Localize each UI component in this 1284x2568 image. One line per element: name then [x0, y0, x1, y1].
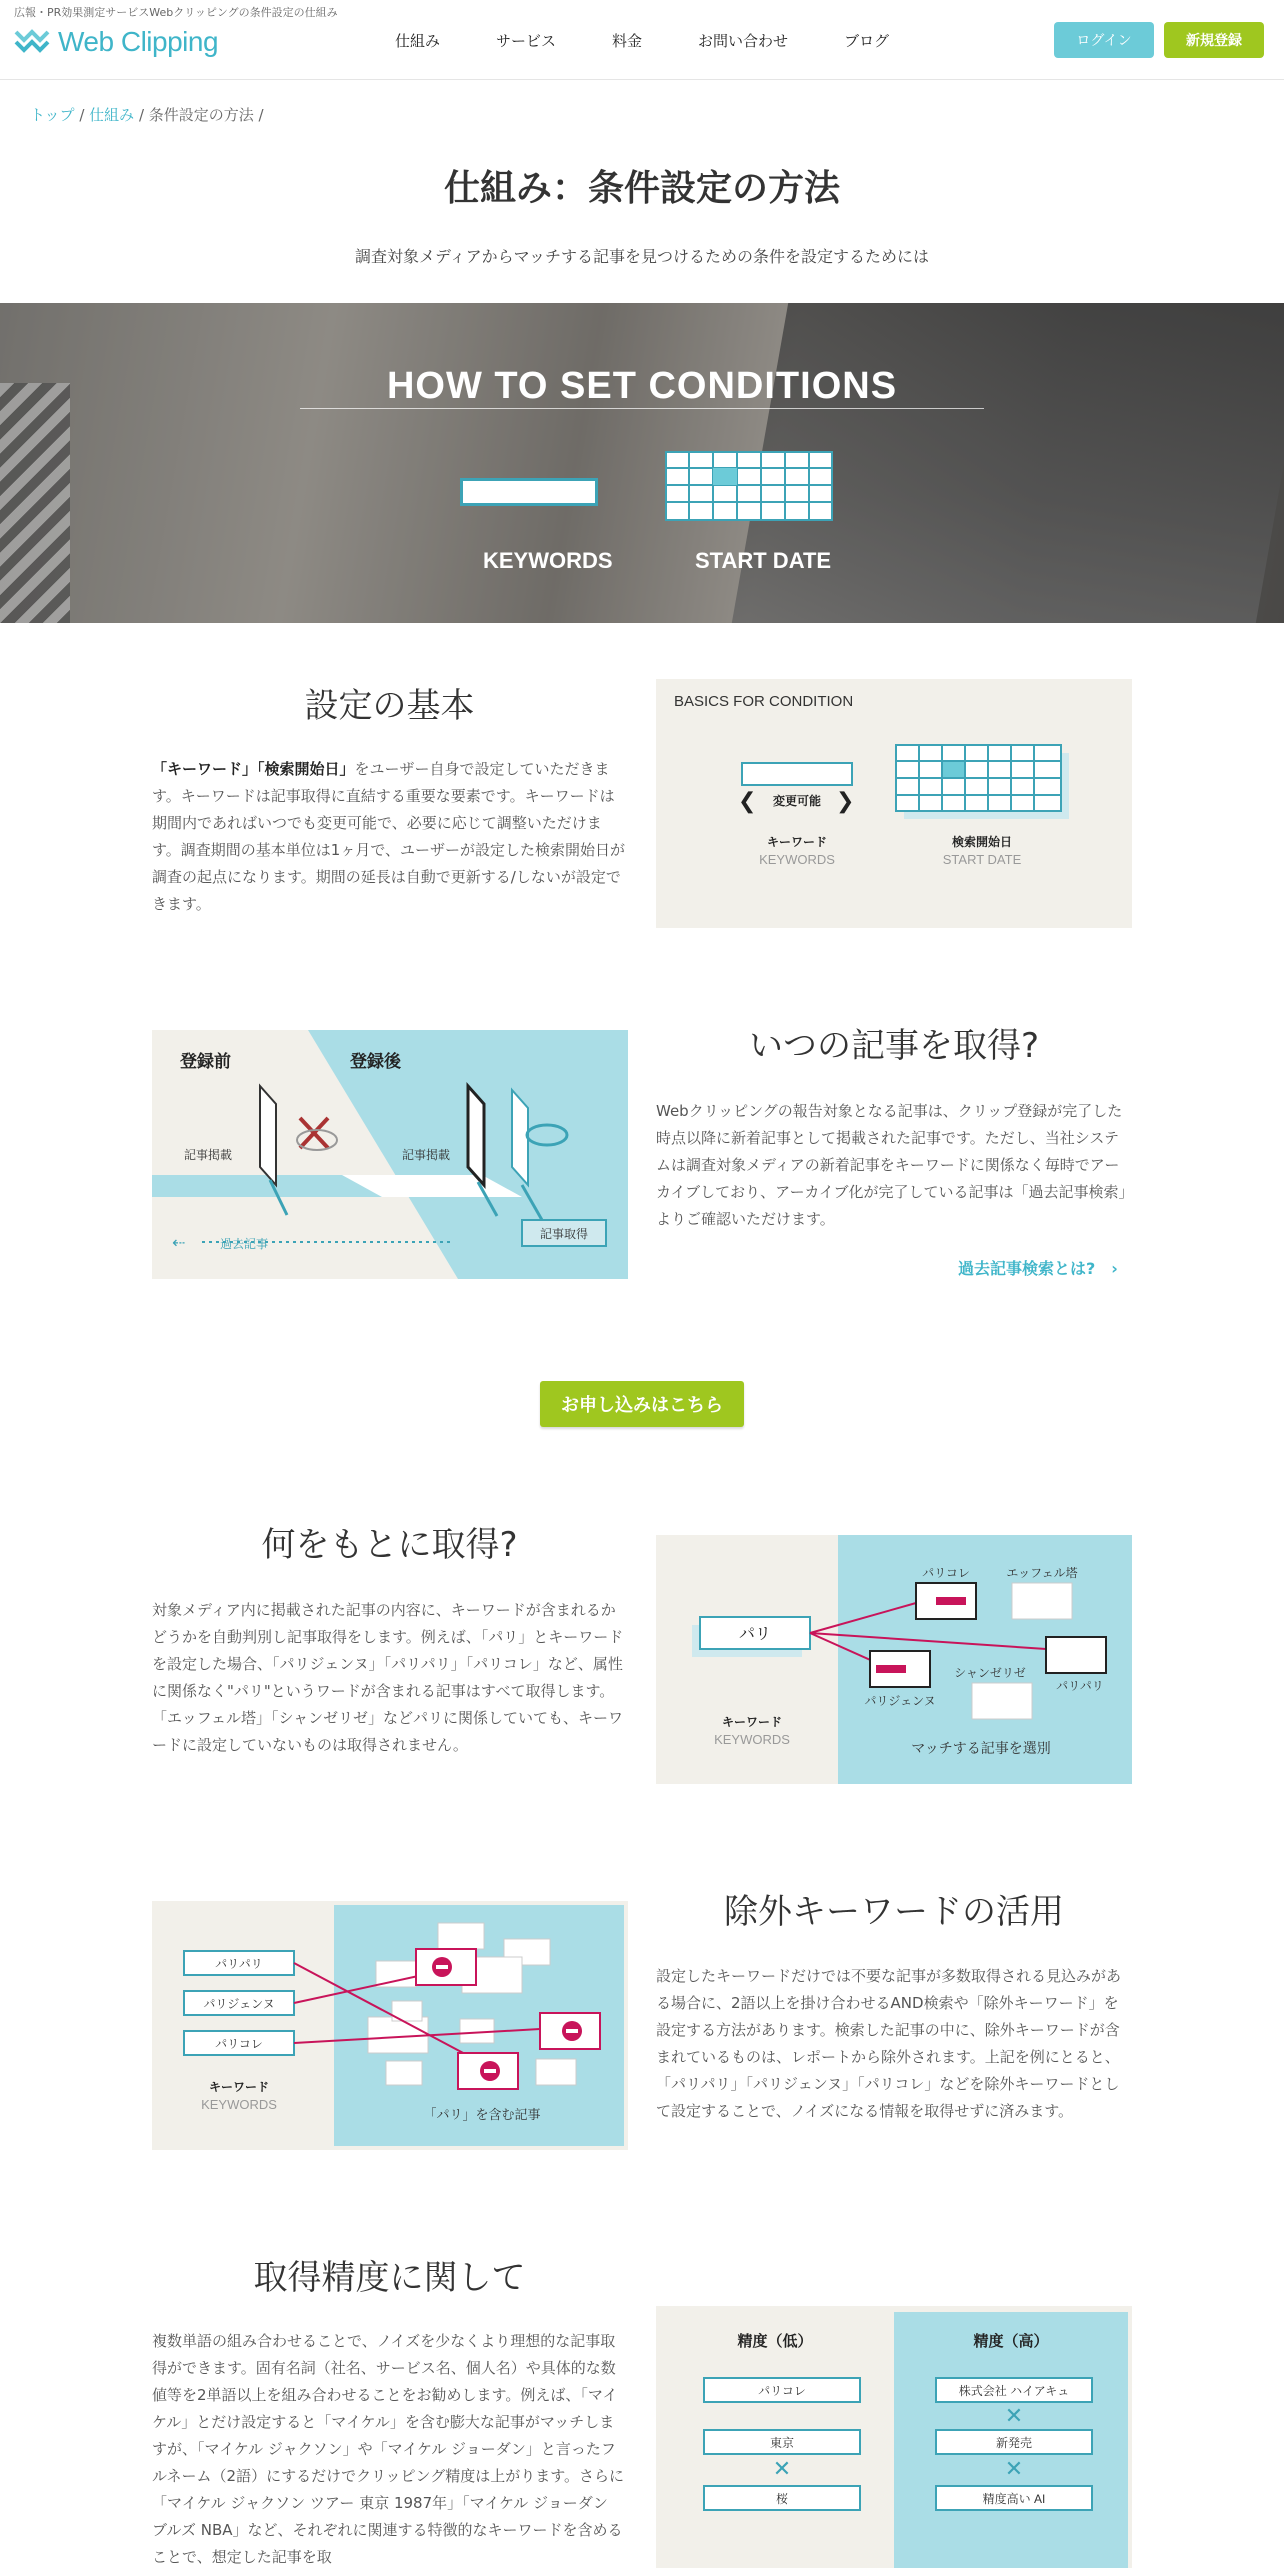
- high-item-3: 精度高い AI: [982, 2492, 1046, 2506]
- before-label: 登録前: [180, 1052, 231, 1072]
- breadcrumb-separator: /: [134, 106, 149, 124]
- breadcrumb-separator: /: [74, 106, 90, 124]
- nav-item-contact[interactable]: お問い合わせ: [698, 32, 789, 50]
- hero-banner: [0, 303, 1284, 623]
- site-header: [0, 0, 1284, 80]
- hero-divider: [300, 408, 984, 409]
- when-text: Webクリッピングの報告対象となる記事は、クリップ登録が完了した時点以降に新着記事として掲載された記事です。ただし、当社システムは調査対象メディアの新着記事をキーワードに関係なく毎時でアーカイブしており、アーカイブ化が完了している記事は「過去記事検索」よりご確認いただけます。: [656, 1102, 1126, 1228]
- exclude-caption: 「パリ」を含む記事: [423, 2108, 541, 2123]
- what-caption: マッチする記事を選別: [911, 1741, 1051, 1757]
- past-search-link-label: 過去記事検索とは?: [958, 1259, 1096, 1278]
- accuracy-low-label: 精度（低）: [737, 2332, 813, 2350]
- before-posted-label: 記事掲載: [184, 1148, 233, 1162]
- what-diagram: [656, 1535, 1132, 1784]
- hero-keyword-box-icon: [460, 478, 598, 506]
- basics-text-bold: 「キーワード」「検索開始日」: [152, 760, 355, 778]
- basics-date-en: START DATE: [942, 852, 1022, 867]
- breadcrumb: [30, 104, 264, 125]
- article-paripari: パリパリ: [1056, 1679, 1104, 1693]
- exclude-kw-jp: キーワード: [208, 2080, 270, 2094]
- article-eiffel-tower: エッフェル塔: [1006, 1566, 1078, 1580]
- basics-diagram: [656, 679, 1132, 928]
- page-title: 仕組み：条件設定の方法: [443, 168, 840, 209]
- accuracy-diagram: [656, 2306, 1132, 2568]
- when-diagram: [152, 1030, 628, 1279]
- logo-text: Web Clipping: [58, 26, 219, 57]
- page-subtitle: 調査対象メディアからマッチする記事を見つけるための条件を設定するためには: [354, 247, 930, 266]
- and-cross-icon: ✕: [772, 2457, 792, 2482]
- arrow-left-icon: ⇠: [172, 1233, 186, 1252]
- nav-item-pricing[interactable]: 料金: [612, 32, 643, 50]
- article-parisienne: パリジェンヌ: [864, 1694, 936, 1708]
- what-text: 対象メディア内に掲載された記事の内容に、キーワードが含まれるかどうかを自動判別し記事取得をします。例えば、「パリ」とキーワードを設定した場合、「パリジェンヌ」「パリパリ」「パリコレ」など、属性に関係なく"パリ"というワードが含まれる記事はすべて取得します。「エッフェル塔」「シャンゼリゼ」などパリに関係していても、キーワードに設定していないものは取得されません。: [152, 1601, 624, 1754]
- article-champs-elysees: シャンゼリゼ: [954, 1666, 1026, 1680]
- apply-button[interactable]: お申し込みはこちら: [540, 1381, 744, 1427]
- breadcrumb-parent-link[interactable]: 仕組み: [89, 106, 135, 124]
- main-nav: [395, 30, 945, 51]
- login-button[interactable]: ログイン: [1054, 22, 1154, 58]
- basics-diagram-svg: [656, 679, 1132, 928]
- breadcrumb-top-link[interactable]: トップ: [30, 106, 75, 124]
- and-cross-icon: ✕: [1004, 2457, 1024, 2482]
- what-kw-en: KEYWORDS: [714, 1732, 790, 1747]
- nav-item-mechanism[interactable]: 仕組み: [395, 32, 441, 50]
- hero-title: HOW TO SET CONDITIONS: [386, 365, 898, 407]
- nav-item-service[interactable]: サービス: [496, 32, 557, 50]
- header-tagline: 広報・PR効果測定サービスWebクリッピングの条件設定の仕組み: [14, 6, 338, 19]
- basics-kw-en: KEYWORDS: [759, 852, 835, 867]
- low-item-1: パリコレ: [758, 2384, 806, 2398]
- breadcrumb-separator: /: [253, 106, 264, 124]
- logo[interactable]: [14, 26, 218, 58]
- exclude-diagram-svg: [152, 1901, 628, 2150]
- what-keyword: パリ: [738, 1624, 772, 1643]
- accuracy-heading: 取得精度に関して: [253, 2258, 526, 2298]
- when-diagram-svg: [152, 1030, 628, 1279]
- basics-heading: 設定の基本: [304, 686, 475, 726]
- breadcrumb-current: 条件設定の方法: [148, 106, 254, 124]
- register-button[interactable]: 新規登録: [1164, 22, 1264, 58]
- what-heading: 何をもとに取得?: [261, 1525, 518, 1565]
- exclude-text: 設定したキーワードだけでは不要な記事が多数取得される見込みがある場合に、2語以上を掛け合わせるAND検索や「除外キーワード」を設定する方法があります。検索した記事の中に、除外キーワードが含まれているものは、レポートから除外されます。上記を例にとると、「パリパリ」「パリジェンヌ」「パリコレ」などを除外キーワードとして設定することで、ノイズになる情報を取得せずに済みます。: [656, 1967, 1122, 2120]
- accuracy-diagram-svg: [656, 2306, 1132, 2568]
- basics-text: [152, 756, 627, 918]
- chevron-right-icon: ›: [1095, 1259, 1118, 1278]
- accuracy-text: 複数単語の組み合わせることで、ノイズを少なくより理想的な記事取得ができます。固有名詞（社名、サービス名、個人名）や具体的な数値等を2単語以上を組み合わせることをお勧めします。例えば、「マイケル」とだけ設定すると「マイケル」を含む膨大な記事がマッチしますが、「マイケル ジャクソン」や「マイケル ジョーダン」と言ったフルネーム（2語）にするだけでクリッピング精度は上がります。さらに「マイケル ジャクソン ツアー 東京 1987年」「マイケル ジョーダン ブルズ NBA」など、それぞれに関連する特徴的なキーワードを含めることで、想定した記事を取: [152, 2332, 624, 2566]
- past-search-link[interactable]: [958, 1256, 1118, 1279]
- accuracy-high-label: 精度（高）: [973, 2332, 1049, 2350]
- when-heading: いつの記事を取得?: [748, 1026, 1040, 1066]
- changeable-label: 変更可能: [772, 794, 822, 808]
- exclude-keyword-3: パリコレ: [215, 2037, 263, 2051]
- chevron-left-icon: ❮: [738, 789, 757, 814]
- basics-kw-jp: キーワード: [766, 835, 828, 849]
- after-label: 登録後: [350, 1052, 401, 1072]
- basics-panel-title: BASICS FOR CONDITION: [674, 693, 854, 710]
- past-label: 過去記事: [220, 1237, 269, 1251]
- exclude-keyword-2: パリジェンヌ: [203, 1997, 275, 2011]
- exclude-diagram: [152, 1901, 628, 2150]
- what-diagram-svg: [656, 1535, 1132, 1784]
- logo-wave-icon: [14, 28, 50, 56]
- basics-text-body: をユーザー自身で設定していただきます。キーワードは記事取得に直結する重要な要素です。キーワードは期間内であればいつでも変更可能で、必要に応じて調整いただけます。調査期間の基本単位は1ヶ月で、ユーザーが設定した検索開始日が調査の起点になります。期間の延長は自動で更新する/しないが設定できます。: [152, 760, 626, 913]
- and-cross-icon: ✕: [1004, 2404, 1024, 2429]
- what-kw-jp: キーワード: [721, 1715, 783, 1729]
- high-item-1: 株式会社 ハイアキュ: [958, 2384, 1070, 2398]
- exclude-kw-en: KEYWORDS: [201, 2097, 277, 2112]
- exclude-heading: 除外キーワードの活用: [724, 1892, 1064, 1932]
- low-item-3: 桜: [775, 2492, 789, 2506]
- retrieved-label: 記事取得: [539, 1227, 589, 1241]
- after-posted-label: 記事掲載: [402, 1148, 451, 1162]
- basics-date-jp: 検索開始日: [951, 835, 1013, 849]
- hero-label-start-date: START DATE: [695, 548, 832, 573]
- nav-item-blog[interactable]: ブログ: [844, 32, 890, 50]
- hero-calendar-icon: [665, 451, 833, 521]
- chevron-right-icon: ❯: [836, 789, 855, 814]
- low-item-2: 東京: [769, 2436, 795, 2450]
- article-paris-collection: パリコレ: [922, 1566, 970, 1580]
- exclude-keyword-1: パリパリ: [215, 1957, 263, 1971]
- high-item-2: 新発売: [995, 2436, 1033, 2450]
- hero-label-keywords: KEYWORDS: [483, 548, 613, 573]
